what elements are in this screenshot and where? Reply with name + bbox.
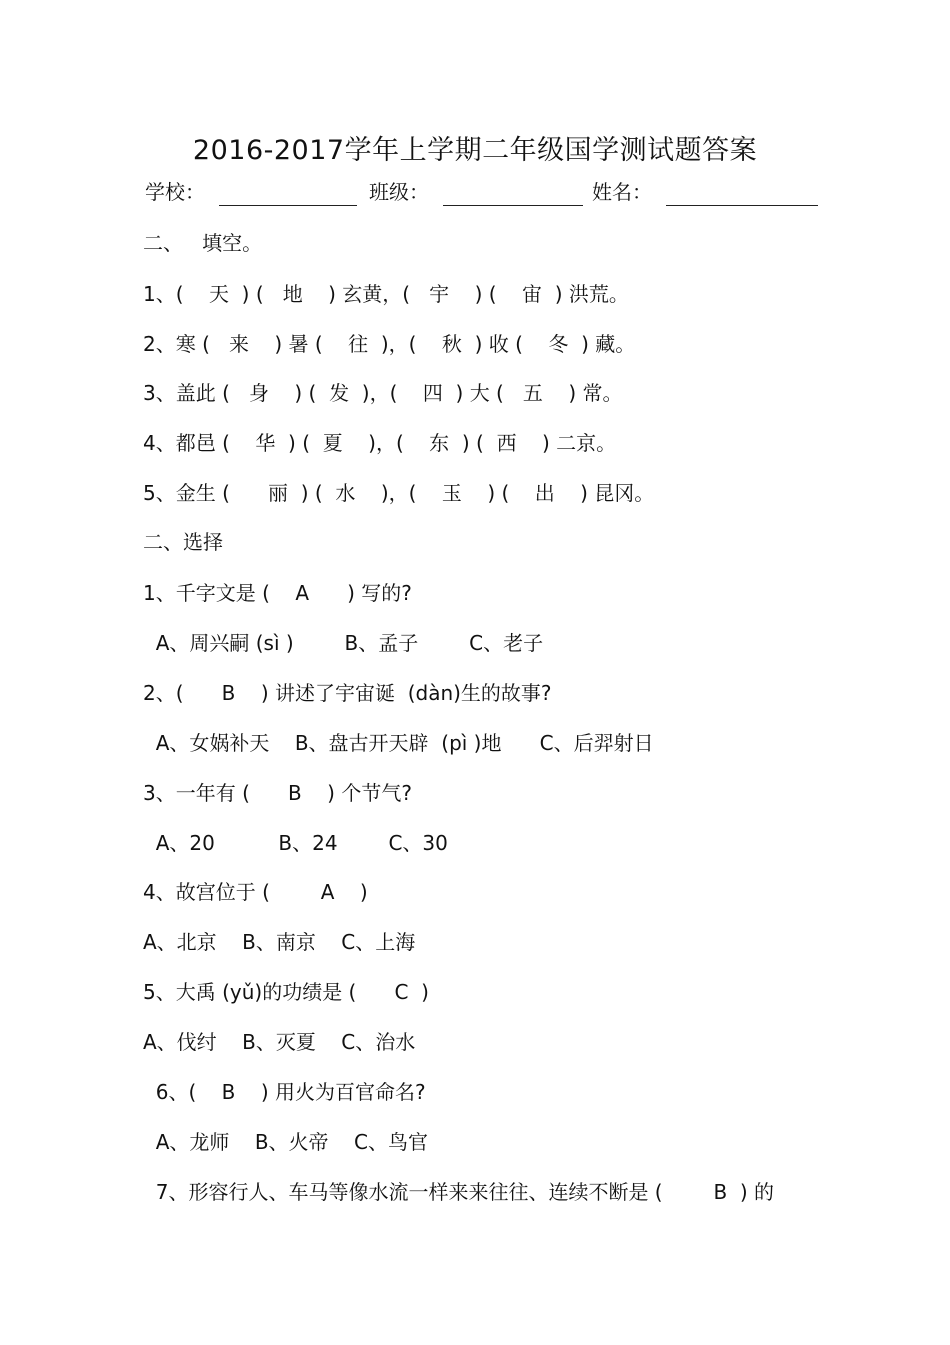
school-field [145,178,357,206]
fill-question-1: 1、( 天 ) ( 地 ) 玄黄，( 宇 ) ( 宙 ) 洪荒。 [143,282,629,306]
choice-options-4: A、北京 B、南京 C、上海 [143,930,416,954]
name-label: 姓名： [592,180,652,204]
choice-question-5: 5、大禹 (yǔ)的功绩是 ( C ) [143,980,429,1004]
choice-options-1: A、周兴嗣 (sì ) B、孟子 C、老子 [143,631,544,655]
choice-question-3: 3、一年有 ( B ) 个节气? [143,781,412,805]
section-fill-heading: 二、 填空。 [143,231,263,255]
choice-options-5: A、伐纣 B、灭夏 C、治水 [143,1030,416,1054]
fill-question-4: 4、都邑 ( 华 ) ( 夏 )，( 东 ) ( 西 ) 二京。 [143,431,617,455]
choice-options-2: A、女娲补天 B、盘古开天辟 (pì )地 C、后羿射日 [143,731,654,755]
class-blank [443,183,583,206]
name-field [592,178,818,206]
page-title: 2016-2017学年上学期二年级国学测试题答案 [192,135,758,166]
school-label: 学校： [145,180,205,204]
choice-question-4: 4、故宫位于 ( A ) [143,880,368,904]
choice-options-3: A、20 B、24 C、30 [143,831,448,855]
choice-question-6: 6、( B ) 用火为百官命名? [143,1080,426,1104]
section-choice-heading: 二、选择 [143,530,223,554]
fill-question-3: 3、盖此 ( 身 ) ( 发 )，( 四 ) 大 ( 五 ) 常。 [143,381,623,405]
fill-question-2: 2、寒 ( 来 ) 暑 ( 往 )，( 秋 ) 收 ( 冬 ) 藏。 [143,332,636,356]
choice-question-1: 1、千字文是 ( A ) 写的? [143,581,412,605]
class-field [369,178,583,206]
name-blank [666,183,818,206]
school-blank [219,183,357,206]
choice-options-6: A、龙师 B、火帝 C、鸟官 [143,1130,428,1154]
choice-question-2: 2、( B ) 讲述了宇宙诞 (dàn)生的故事? [143,681,552,705]
fill-question-5: 5、金生 ( 丽 ) ( 水 )，( 玉 ) ( 出 ) 昆冈。 [143,481,655,505]
choice-question-7: 7、形容行人、车马等像水流一样来来往往、连续不断是 ( B ) 的 [143,1180,775,1204]
class-label: 班级： [369,180,429,204]
